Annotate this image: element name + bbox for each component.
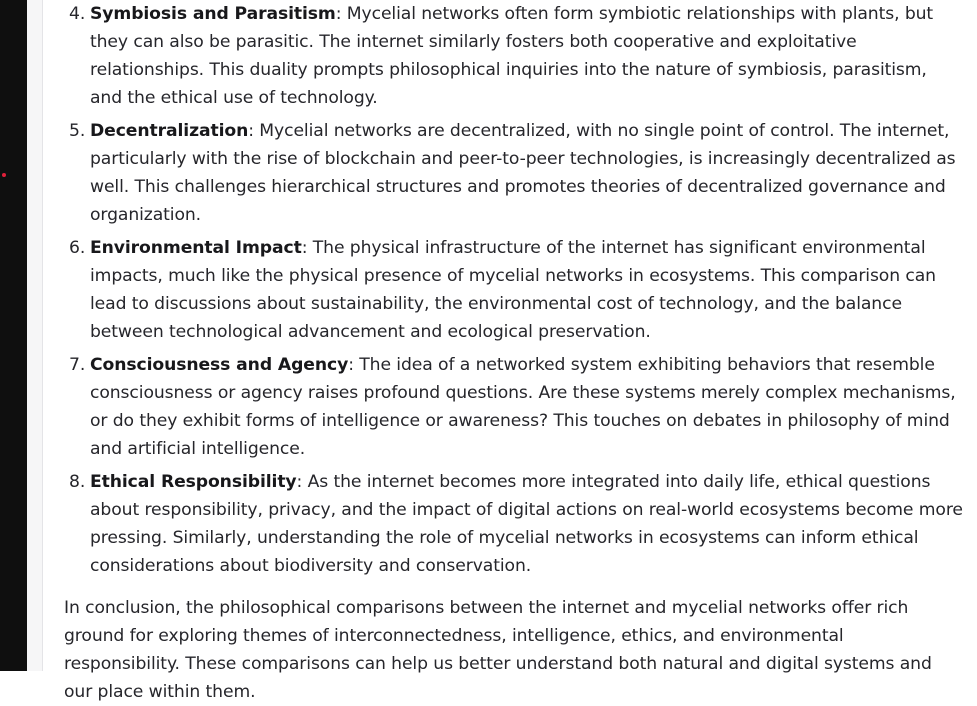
list-item-text: : The physical infrastructure of the internet has significant environmental impacts, much like the physical presence of mycelial networks in ecosystems. This comparison can lead to discussions about sustainability, the environmental cost of technology, and the balance between technological advancement and ecological preservation. [90, 238, 936, 342]
numbered-list [64, 0, 964, 580]
list-item [64, 468, 964, 580]
left-sidebar-strip [0, 0, 27, 671]
list-item-title: Environmental Impact [90, 238, 302, 258]
list-item-title: Consciousness and Agency [90, 355, 349, 375]
chat-message-panel [42, 0, 977, 702]
notification-dot [2, 173, 6, 177]
list-item [64, 351, 964, 463]
list-item-text: : Mycelial networks are decentralized, with no single point of control. The internet, particularly with the rise of blockchain and peer-to-peer technologies, is increasingly decentralized as well. This challenges hierarchical structures and promotes theories of decentralized governance and organization. [90, 121, 956, 225]
list-item-number: 5. [69, 121, 86, 141]
list-item-text: : The idea of a networked system exhibiting behaviors that resemble consciousness or agency raises profound questions. Are these systems merely complex mechanisms, or do they exhibit forms of intelligence or awareness? This touches on debates in philosophy of mind and artificial intelligence. [90, 355, 956, 459]
list-item-title: Decentralization [90, 121, 249, 141]
list-item-number: 8. [69, 472, 86, 492]
panel-gutter [27, 0, 42, 671]
list-item-text: : As the internet becomes more integrated into daily life, ethical questions about responsibility, privacy, and the impact of digital actions on real-world ecosystems become more pressing. Similarly, understanding the role of mycelial networks in ecosystems can inform ethical considerations about biodiversity and conservation. [90, 472, 963, 576]
list-item-number: 6. [69, 238, 86, 258]
list-item-number: 4. [69, 4, 86, 24]
list-item-text: : Mycelial networks often form symbiotic relationships with plants, but they can also be parasitic. The internet similarly fosters both cooperative and exploitative relationships. This duality prompts philosophical inquiries into the nature of symbiosis, parasitism, and the ethical use of technology. [90, 4, 934, 108]
list-item-title: Ethical Responsibility [90, 472, 297, 492]
list-item [64, 0, 964, 112]
list-item [64, 234, 964, 346]
list-item-number: 7. [69, 355, 86, 375]
conclusion-paragraph: In conclusion, the philosophical comparisons between the internet and mycelial networks offer rich ground for exploring themes of interconnectedness, intelligence, ethics, and environmental responsibility. These comparisons can help us better understand both natural and digital systems and our place within them. [64, 598, 932, 702]
list-item-title: Symbiosis and Parasitism [90, 4, 336, 24]
list-item [64, 117, 964, 229]
message-content [64, 0, 964, 706]
